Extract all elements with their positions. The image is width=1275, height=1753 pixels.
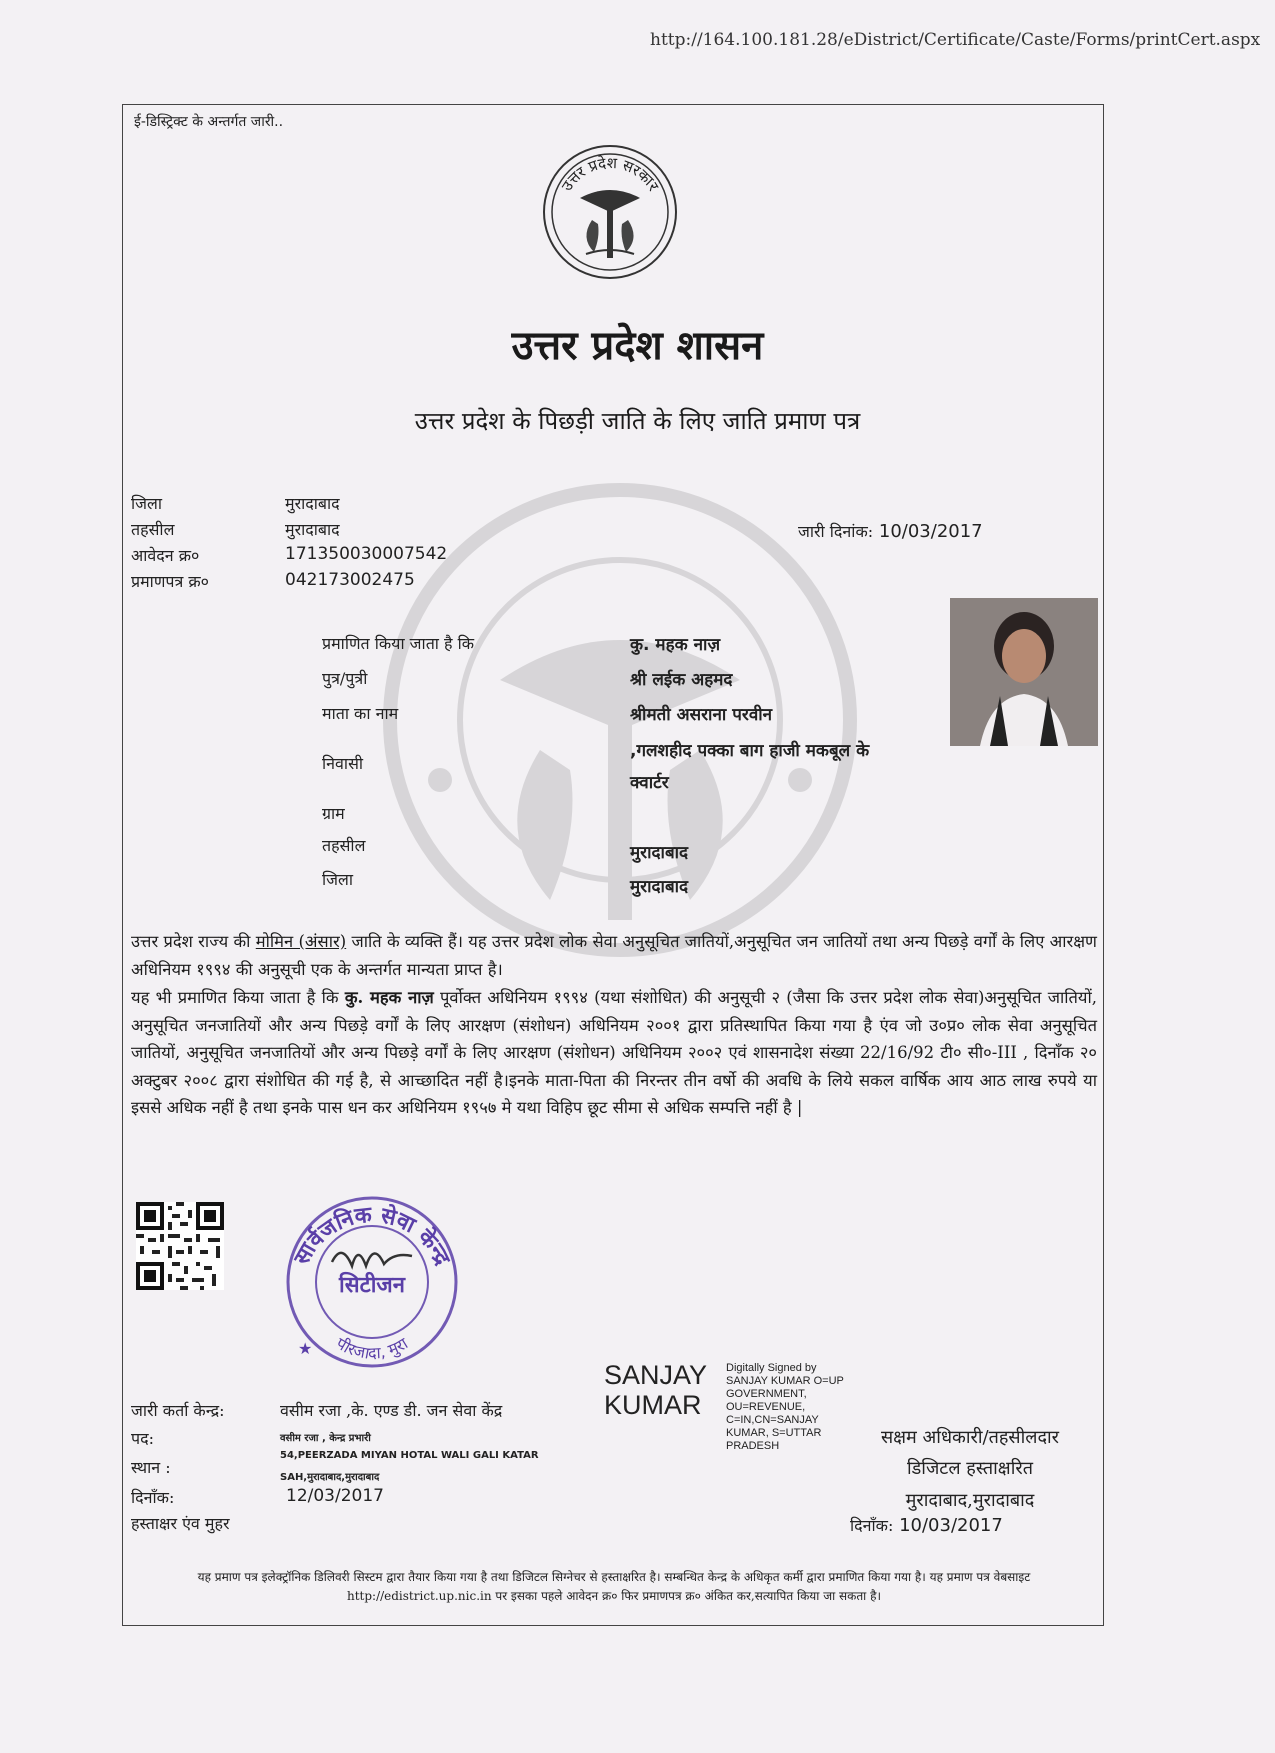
district-value: मुरादाबाद: [285, 494, 340, 513]
digital-signature-details: Digitally Signed by SANJAY KUMAR O=UP GOVERNMENT, OU=REVENUE, C=IN,CN=SANJAY KUMAR, S=UTTAR PRADESH: [726, 1362, 844, 1452]
son-daughter-label: पुत्र/पुत्री: [322, 669, 368, 688]
resident-address-line2: क्वार्टर: [630, 773, 669, 793]
certificate-subtitle: उत्तर प्रदेश के पिछड़ी जाति के लिए जाति प्रमाण पत्र: [414, 407, 861, 435]
person-tehsil-label: तहसील: [322, 836, 366, 855]
issuing-center-value: वसीम रजा ,के. एण्ड डी. जन सेवा केंद्र: [280, 1401, 503, 1420]
father-name: श्री लईक अहमद: [630, 670, 733, 690]
person-tehsil-value: मुरादाबाद: [630, 843, 689, 863]
authority-date-label: दिनाँक:: [850, 1516, 894, 1535]
para1-prefix: उत्तर प्रदेश राज्य की: [131, 932, 256, 951]
stamp-bottom-text: पीरजादा, मुरा: [332, 1333, 412, 1363]
applicant-name: कु. महक नाज़: [630, 635, 721, 655]
digital-signer-name: [604, 1360, 707, 1420]
issuer-date-label: दिनाँक:: [131, 1488, 175, 1507]
stamp-top-text: सार्वजनिक सेवा केन्द्र: [289, 1202, 455, 1270]
up-government-emblem-icon: [540, 142, 680, 282]
emblem-text: उत्तर प्रदेश सरकार: [557, 153, 663, 195]
application-no-label: आवेदन क्र०: [131, 546, 200, 565]
authority-date: [850, 1514, 1003, 1536]
post-value: वसीम रजा , केन्द्र प्रभारी: [280, 1433, 371, 1444]
mother-name-label: माता का नाम: [322, 704, 399, 723]
certificate-no-value: 042173002475: [285, 570, 415, 590]
applicant-photo: [950, 598, 1098, 746]
authority-location: मुरादाबाद,मुरादाबाद: [905, 1490, 1035, 1511]
svg-text:★: ★: [298, 1339, 313, 1358]
sign-and-seal-label: हस्ताक्षर एंव मुहर: [131, 1514, 230, 1533]
tehsil-value: मुरादाबाद: [285, 520, 340, 539]
para2-prefix: यह भी प्रमाणित किया जाता है कि: [131, 988, 345, 1007]
footer-note: यह प्रमाण पत्र इलेक्ट्रॉनिक डिलिवरी सिस्टम द्वारा तैयार किया गया है तथा डिजिटल सिग्नेचर से हस्ताक्षरित है। सम्बन्धित केन्द्र के अधिकृत कर्मी द्वारा प्रमाणित किया गया है। यह प्रमाण पत्र वेबसाइट http://edistrict.up.nic.in पर इसका पहले आवेदन क्र० फिर प्रमाणपत्र क्र० अंकित कर,सत्यापित किया जा सकता है।: [197, 1570, 1031, 1603]
issue-date: [798, 520, 983, 542]
issue-date-label: जारी दिनांक:: [798, 522, 874, 541]
issuing-center-label: जारी कर्ता केन्द्र:: [131, 1401, 225, 1420]
person-district-label: जिला: [322, 870, 354, 889]
tehsil-label: तहसील: [131, 520, 175, 539]
caste-name: मोमिन (अंसार): [255, 932, 347, 951]
person-district-value: मुरादाबाद: [630, 877, 689, 897]
paragraph-certification: [131, 984, 1097, 1122]
stamp-middle-text: सिटीजन: [339, 1273, 405, 1298]
signer-name-line1: SANJAY: [604, 1360, 708, 1390]
application-no-value: 171350030007542: [285, 544, 448, 564]
svg-text:उत्तर प्रदेश सरकार: [558, 154, 663, 195]
place-value-line2: SAH,मुरादाबाद,मुरादाबाद: [280, 1472, 380, 1483]
issued-under-note: ई-डिस्ट्रिक्ट के अन्तर्गत जारी..: [134, 114, 284, 130]
qr-code: [136, 1202, 224, 1290]
source-url: http://164.100.181.28/eDistrict/Certificate/Caste/Forms/printCert.aspx: [650, 30, 1261, 50]
certificate-no-label: प्रमाणपत्र क्र०: [131, 572, 209, 591]
village-label: ग्राम: [322, 804, 345, 823]
paragraph-caste: [131, 928, 1097, 983]
para1-suffix: जाति के व्यक्ति हैं। यह उत्तर प्रदेश लोक सेवा अनुसूचित जातियों,अनुसूचित जन जातियों तथा अन्य पिछड़े वर्गों के लिए आरक्षण अधिनियम १९९४ की अनुसूची एक के अन्तर्गत मान्यता प्राप्त है।: [131, 932, 1097, 979]
resident-address-line1: ,गलशहीद पक्का बाग हाजी मकबूल के: [630, 741, 870, 761]
place-value-line1: 54,PEERZADA MIYAN HOTAL WALI GALI KATAR: [280, 1450, 539, 1461]
signer-name-line2: KUMAR: [604, 1390, 702, 1420]
center-seal-stamp: [262, 1182, 482, 1372]
place-label: स्थान :: [131, 1458, 171, 1477]
mother-name: श्रीमती असराना परवीन: [630, 705, 773, 725]
authority-date-value: 10/03/2017: [899, 1515, 1003, 1536]
post-label: पद:: [131, 1429, 154, 1448]
page-title: उत्तर प्रदेश शासन: [511, 322, 764, 369]
issue-date-value: 10/03/2017: [878, 521, 983, 542]
svg-text:सार्वजनिक सेवा केन्द्र: [289, 1201, 455, 1270]
issuer-date-value: 12/03/2017: [286, 1486, 384, 1506]
authority-title: सक्षम अधिकारी/तहसीलदार: [880, 1427, 1060, 1448]
para2-applicant-name: कु. महक नाज़: [344, 988, 434, 1007]
para2-suffix: पूर्वोक्त अधिनियम १९९४ (यथा संशोधित) की अनुसूची २ (जैसा कि उत्तर प्रदेश लोक सेवा)अनुसूचित जातियों, अनुसूचित जनजातियों और अन्य पिछड़े वर्गों के लिए आरक्षण (संशोधन) अधिनियम २००१ द्वारा प्रतिस्थापित किया गया है एंव जो उ०प्र० लोक सेवा अनुसूचित जातियों, अनुसूचित जनजातियों और अन्य पिछड़े वर्गों के लिए आरक्षण (संशोधन) अधिनियम २००२ एवं शासनादेश संख्या 22/16/92 टी० सी०-III , दिनाँक २० अक्टुबर २००८ द्वारा संशोधित की गई है, से आच्छादित नहीं है।इनके माता-पिता की निरन्तर तीन वर्षो की अवधि के लिये सकल वार्षिक आय आठ लाख रुपये या इससे अधिक नहीं है तथा इनके पास धन कर अधिनियम १९५७ मे यथा विहिप छूट सीमा से अधिक सम्पत्ति नहीं है |: [131, 988, 1097, 1117]
authority-digital-signed: डिजिटल हस्ताक्षरित: [907, 1458, 1033, 1479]
certified-that-label: प्रमाणित किया जाता है कि: [322, 634, 475, 653]
district-label: जिला: [131, 494, 163, 513]
resident-label: निवासी: [322, 754, 364, 773]
